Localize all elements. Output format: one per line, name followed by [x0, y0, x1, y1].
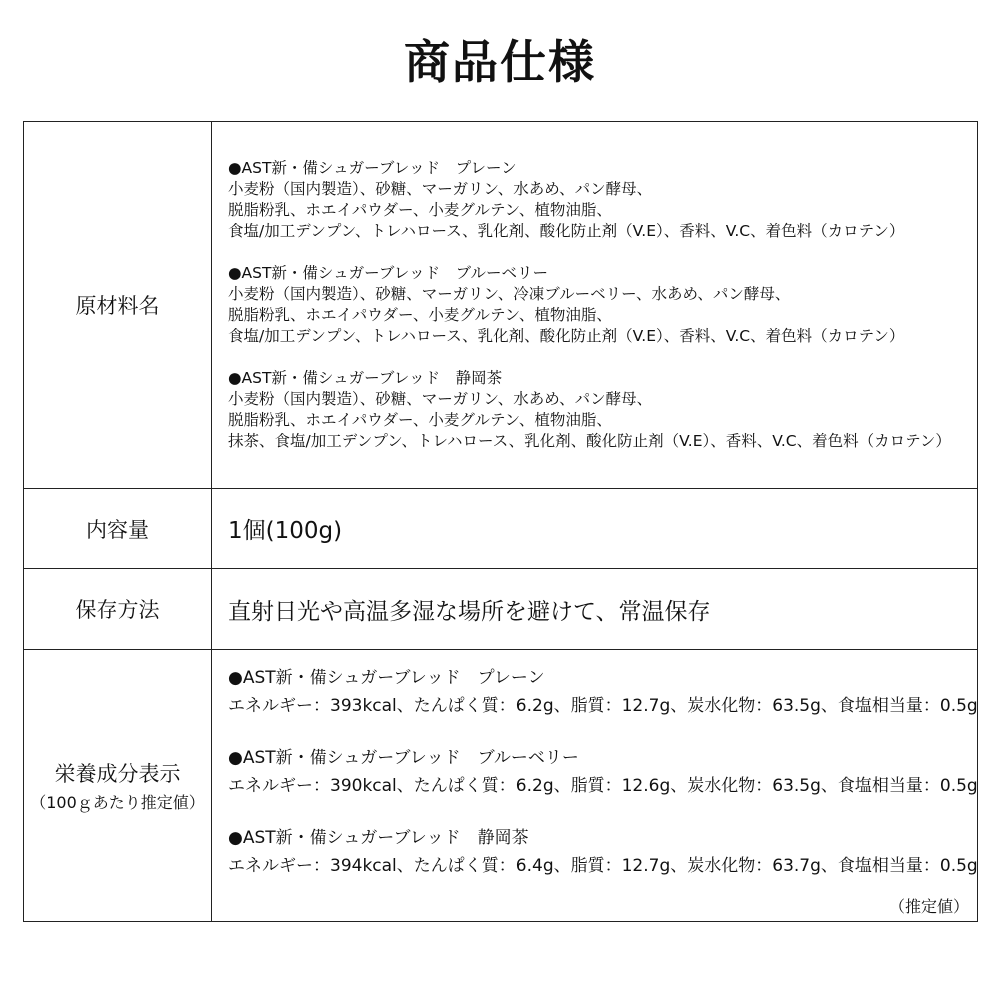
ingredient-line: 食塩/加工デンプン、トレハロース、乳化剤、酸化防止剤（V.E）、香料、V.C、着色料（カロテン） [228, 222, 905, 240]
ingredients-product-plain [228, 158, 977, 242]
ingredient-line: 脱脂粉乳、ホエイパウダー、小麦グルテン、植物油脂、 [228, 201, 612, 219]
ingredient-line: 小麦粉（国内製造）、砂糖、マーガリン、水あめ、パン酵母、 [228, 390, 653, 408]
storage-label: 保存方法 [24, 569, 212, 650]
nutrition-label [24, 650, 212, 922]
ingredients-value [212, 122, 978, 489]
estimate-note: （推定値） [888, 897, 969, 916]
amount-value: 1個(100g) [212, 489, 978, 569]
ingredient-line: 脱脂粉乳、ホエイパウダー、小麦グルテン、植物油脂、 [228, 411, 612, 429]
ingredients-label: 原材料名 [24, 122, 212, 489]
nutrition-values: エネルギー：394kcal、たんぱく質：6.4g、脂質：12.7g、炭水化物：63.7g、食塩相当量：0.5g [228, 855, 978, 876]
ingredient-line: 小麦粉（国内製造）、砂糖、マーガリン、水あめ、パン酵母、 [228, 180, 653, 198]
ingredient-line: 脱脂粉乳、ホエイパウダー、小麦グルテン、植物油脂、 [228, 306, 612, 324]
product-name: ●AST新・備シュガーブレッド ブルーベリー [228, 747, 579, 768]
storage-row [24, 569, 978, 650]
nutrition-label-main: 栄養成分表示 [54, 762, 181, 786]
product-name: ●AST新・備シュガーブレッド 静岡茶 [228, 369, 503, 387]
ingredient-line: 小麦粉（国内製造）、砂糖、マーガリン、冷凍ブルーベリー、水あめ、パン酵母、 [228, 285, 791, 303]
nutrition-values: エネルギー：393kcal、たんぱく質：6.2g、脂質：12.7g、炭水化物：63.5g、食塩相当量：0.5g [228, 695, 978, 716]
ingredient-line: 食塩/加工デンプン、トレハロース、乳化剤、酸化防止剤（V.E）、香料、V.C、着色料（カロテン） [228, 327, 905, 345]
product-name: ●AST新・備シュガーブレッド プレーン [228, 667, 545, 688]
amount-row [24, 489, 978, 569]
ingredients-product-shizuoka-tea [228, 368, 977, 452]
ingredient-line: 抹茶、食塩/加工デンプン、トレハロース、乳化剤、酸化防止剤（V.E）、香料、V.C、着色料（カロテン） [228, 432, 951, 450]
nutrition-product-plain [228, 664, 977, 720]
nutrition-value [212, 650, 978, 922]
nutrition-row [24, 650, 978, 922]
nutrition-product-blueberry [228, 744, 977, 800]
nutrition-product-shizuoka-tea [228, 824, 977, 880]
product-name: ●AST新・備シュガーブレッド 静岡茶 [228, 827, 529, 848]
nutrition-values: エネルギー：390kcal、たんぱく質：6.2g、脂質：12.6g、炭水化物：63.5g、食塩相当量：0.5g [228, 775, 978, 796]
product-name: ●AST新・備シュガーブレッド プレーン [228, 159, 517, 177]
page-title: 商品仕様 [404, 35, 596, 89]
spec-table [23, 121, 978, 922]
nutrition-label-sub: （100ｇあたり推定値） [30, 793, 205, 812]
ingredients-row [24, 122, 978, 489]
storage-value: 直射日光や高温多湿な場所を避けて、常温保存 [212, 569, 978, 650]
ingredients-product-blueberry [228, 263, 977, 347]
amount-label: 内容量 [24, 489, 212, 569]
product-name: ●AST新・備シュガーブレッド ブルーベリー [228, 264, 548, 282]
